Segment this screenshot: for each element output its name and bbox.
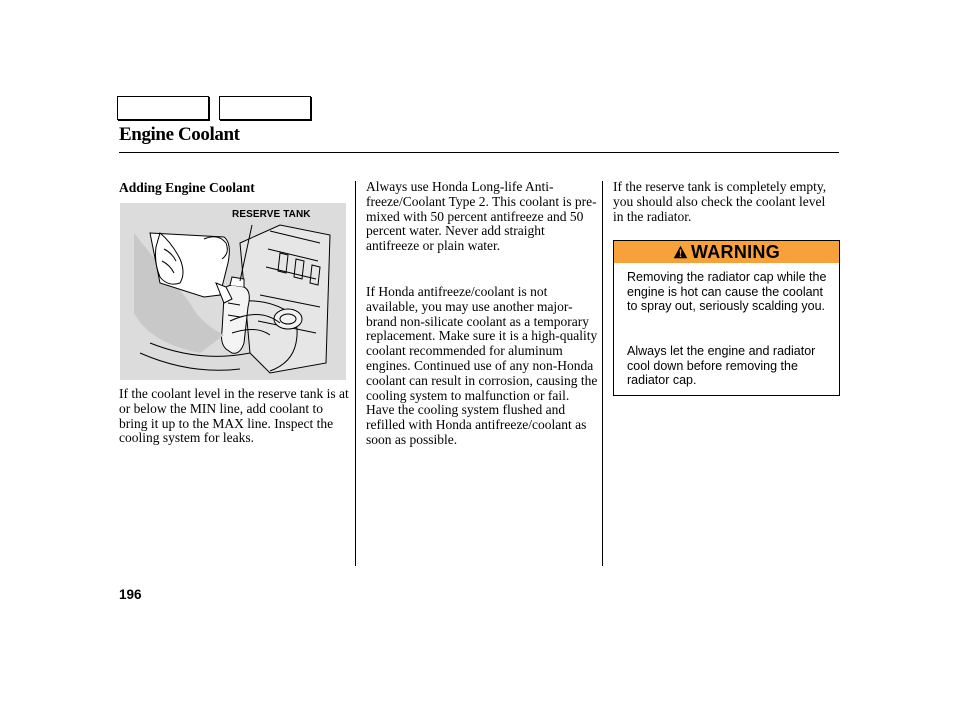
page-title: Engine Coolant [119, 124, 240, 145]
title-divider [119, 152, 839, 153]
warning-header [614, 241, 839, 263]
alternative-coolant-paragraph: If Honda antifreeze/coolant is not available, you may use another major-brand non-silicate coolant as a temporary replacement. Make sure it is a high-quality coolant recommended for aluminum engines. Continued use of any non-Honda coolant can result in corrosion, causing the cooling system to malfunction or fail. Have the cooling system flushed and refilled with Honda antifreeze/coolant as soon as possible. [366, 284, 598, 447]
column-divider-2 [602, 181, 603, 566]
nav-tab-box-1[interactable] [117, 96, 209, 120]
warning-box [613, 240, 840, 396]
nav-tab-box-2[interactable] [219, 96, 311, 120]
engine-bay-drawing [120, 203, 346, 380]
reserve-tank-label: RESERVE TANK [232, 209, 311, 220]
warning-title: WARNING [690, 241, 781, 262]
warning-hot-engine-text: Removing the radiator cap while the engine is hot can cause the coolant to spray out, seriously scalding you. [627, 270, 827, 314]
coolant-type-paragraph: Always use Honda Long-life Anti-freeze/Coolant Type 2. This coolant is pre-mixed with 50 percent antifreeze and 50 percent water. Never add straight antifreeze or plain water. [366, 179, 597, 254]
section-heading: Adding Engine Coolant [119, 180, 255, 195]
warning-cool-down-text: Always let the engine and radiator cool down before removing the radiator cap. [627, 344, 816, 388]
coolant-illustration [120, 203, 346, 380]
warning-triangle-icon [673, 245, 688, 259]
reserve-empty-paragraph: If the reserve tank is completely empty, you should also check the coolant level in the radiator. [613, 179, 827, 224]
coolant-level-paragraph: If the coolant level in the reserve tank is at or below the MIN line, add coolant to bring it up to the MAX line. Inspect the cooling system for leaks. [119, 386, 349, 446]
column-divider-1 [355, 181, 356, 566]
page-number: 196 [119, 587, 142, 602]
